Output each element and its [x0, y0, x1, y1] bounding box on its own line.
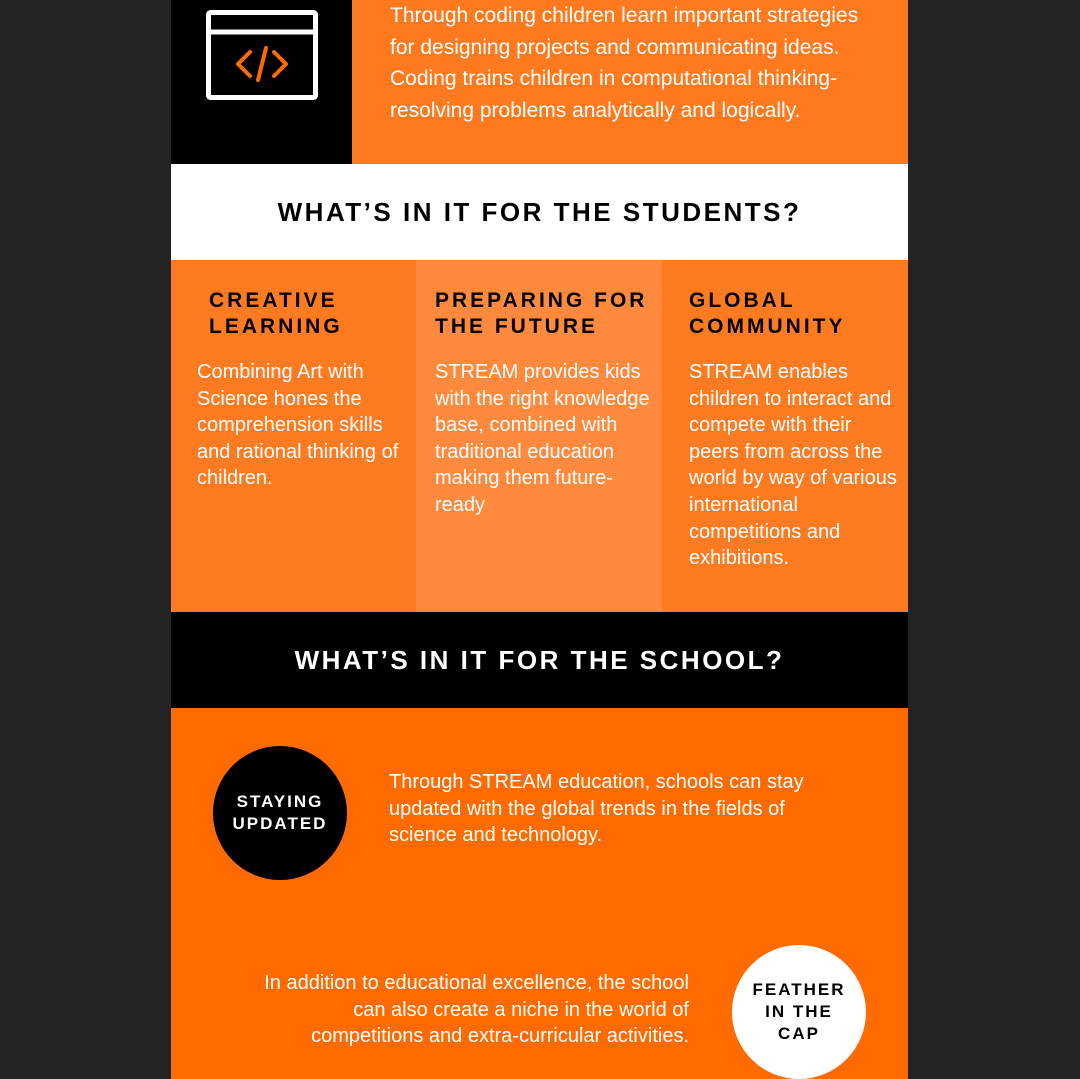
students-heading: WHAT’S IN IT FOR THE STUDENTS?: [171, 164, 908, 260]
column-title: GLOBAL COMMUNITY: [689, 289, 846, 338]
badge-label: FEATHER IN THE CAP: [752, 980, 846, 1043]
column-title: CREATIVE LEARNING: [209, 289, 343, 338]
code-window-icon: [206, 10, 318, 100]
coding-icon-box: [171, 0, 352, 164]
column-body: Combining Art with Science hones the comprehension skills and rational thinking of children.: [197, 361, 399, 490]
feather-in-cap-text: In addition to educational excellence, the school can also create a niche in the world of competitions and extra-curricular activities.: [264, 972, 689, 1048]
coding-description: Through coding children learn important strategies for designing projects and communicating ideas. Coding trains children in computational thinking-resolving problems analytically and logically.: [390, 4, 859, 122]
students-column-preparing-future: [416, 260, 662, 612]
feather-in-cap-badge: [732, 945, 866, 1079]
column-body: STREAM enables children to interact and compete with their peers from across the world by way of various international competitions and exhibitions.: [689, 361, 897, 570]
infographic-page: [171, 0, 908, 1079]
badge-label: STAYING UPDATED: [232, 792, 328, 833]
coding-section: [171, 0, 908, 164]
students-column-global-community: [662, 260, 908, 612]
students-column-creative-learning: [171, 260, 416, 612]
column-body: STREAM provides kids with the right knowledge base, combined with traditional education making them future-ready: [435, 361, 650, 516]
column-title: PREPARING FOR THE FUTURE: [435, 289, 648, 338]
school-heading: WHAT’S IN IT FOR THE SCHOOL?: [171, 612, 908, 708]
staying-updated-badge: [213, 746, 347, 880]
staying-updated-text: Through STREAM education, schools can stay updated with the global trends in the fields of science and technology.: [389, 771, 804, 847]
